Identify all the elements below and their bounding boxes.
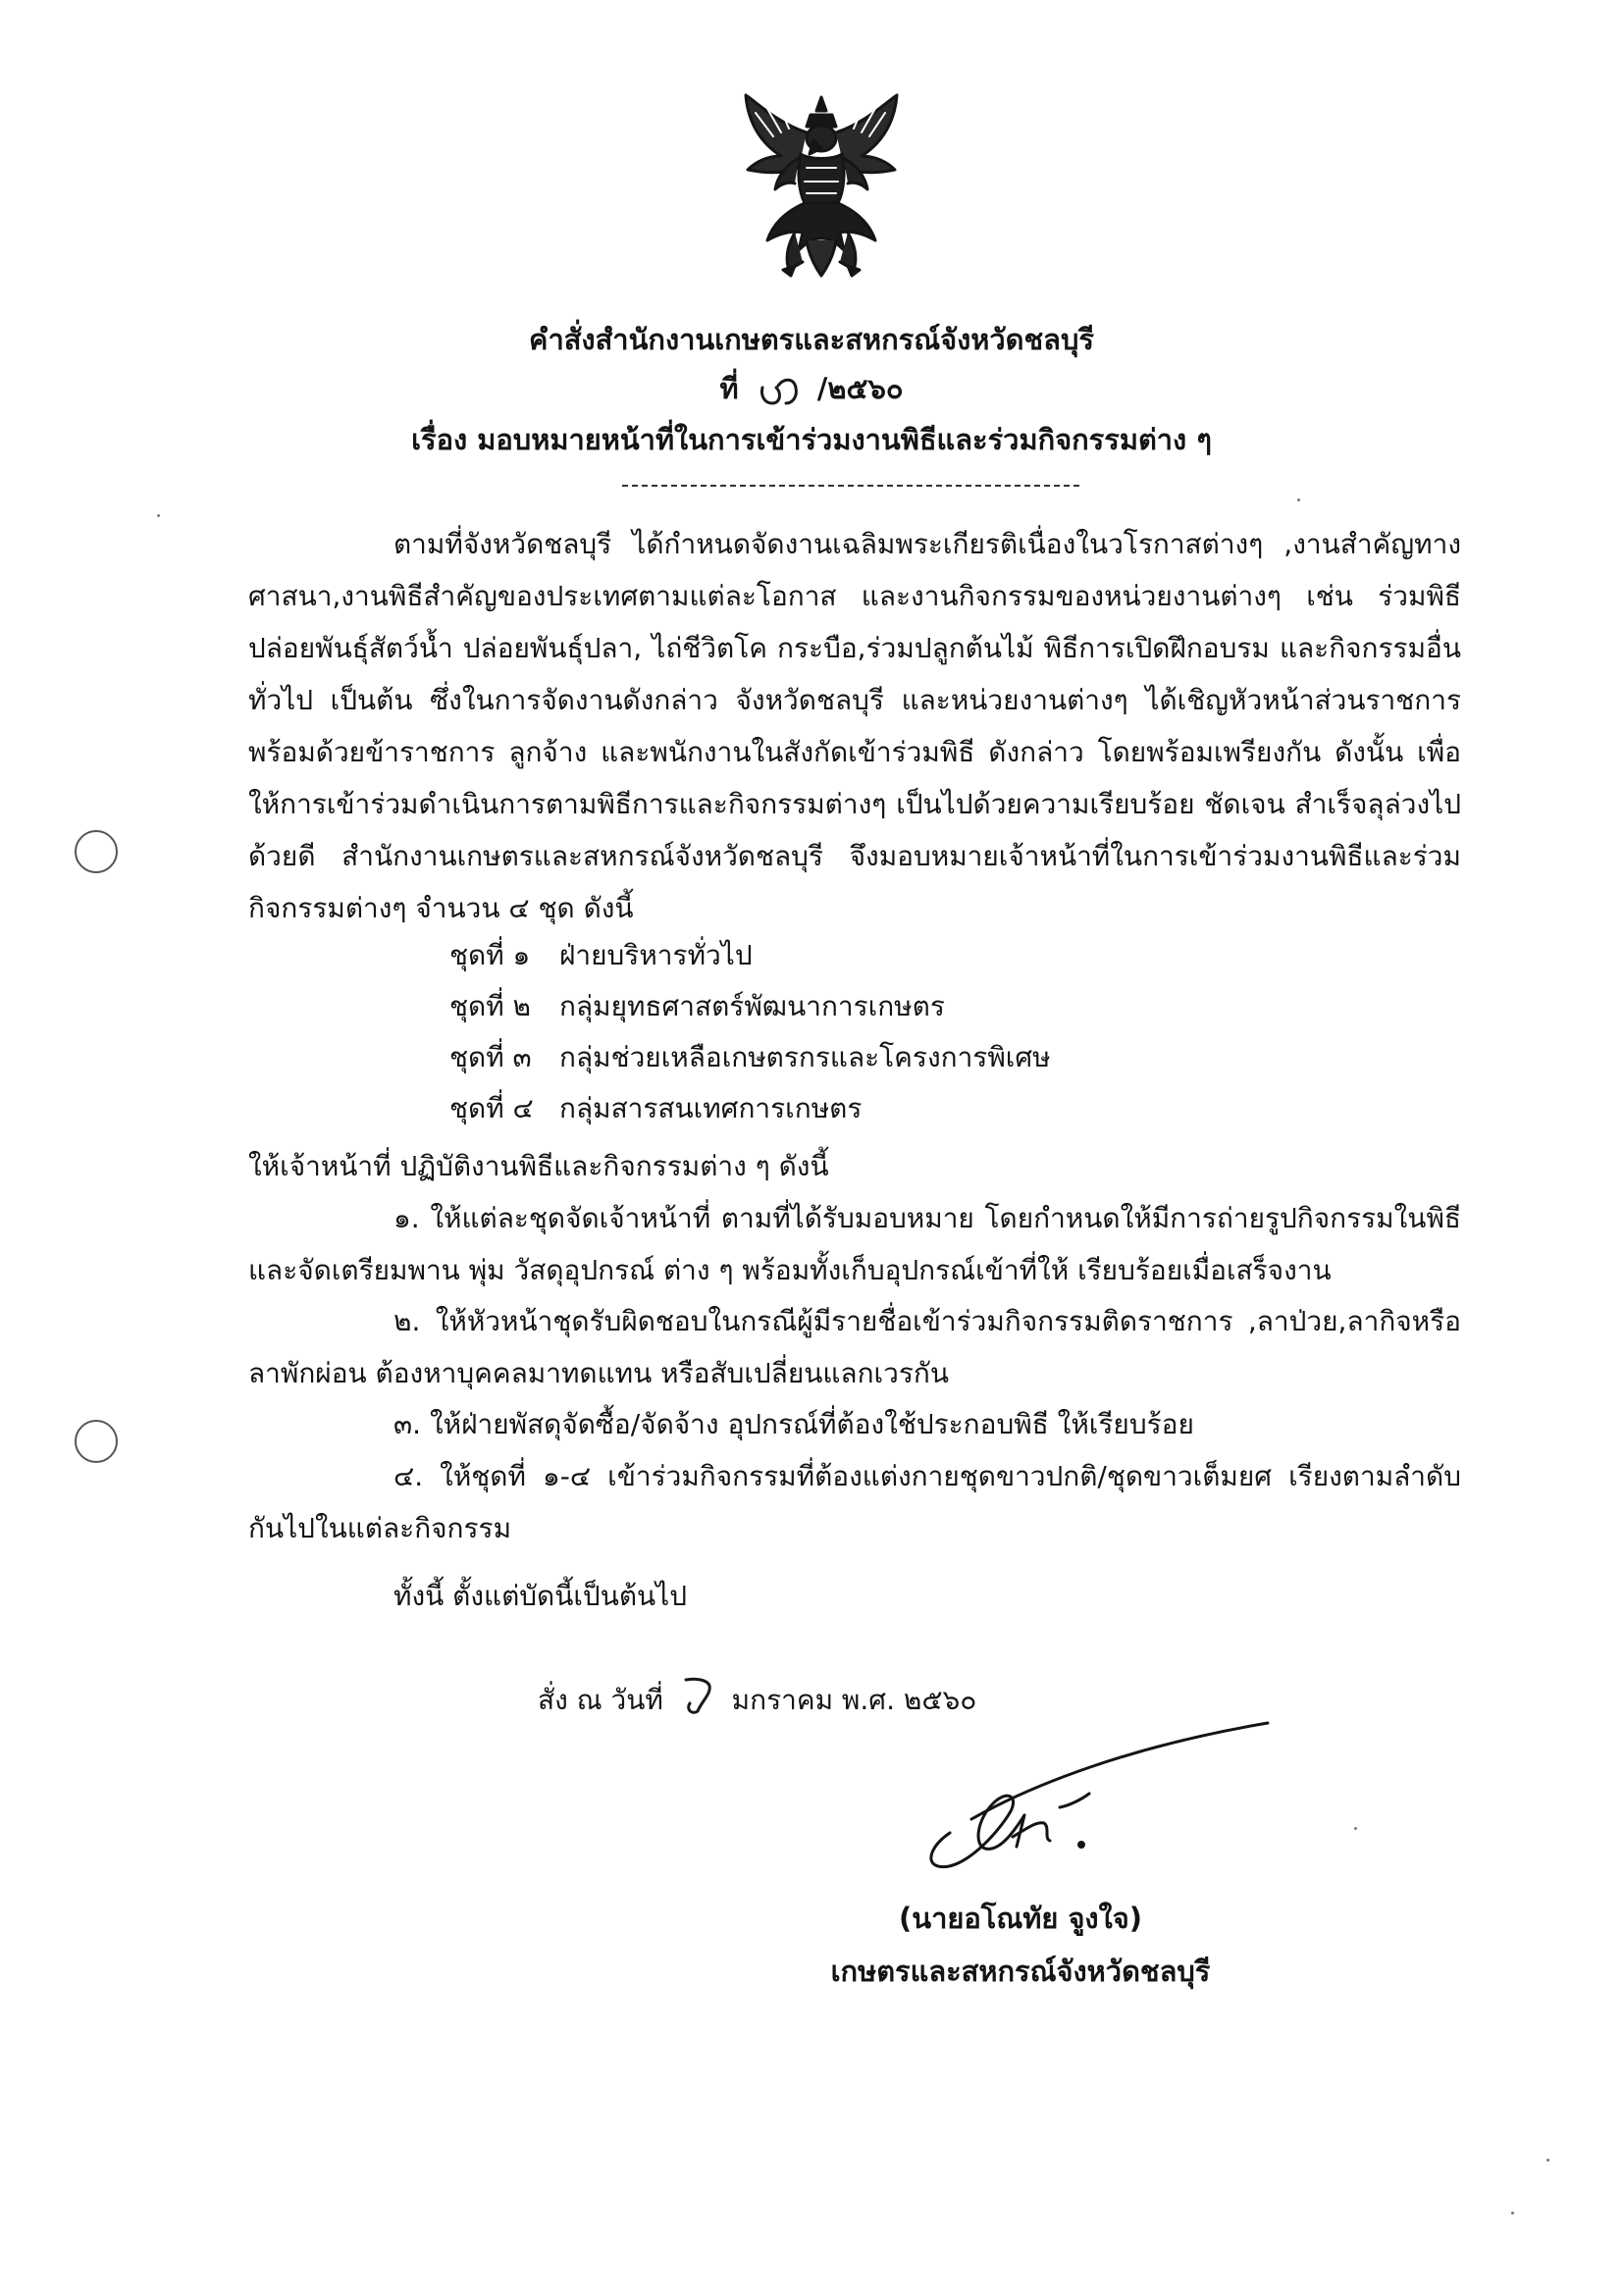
handwritten-date-day [680,1676,715,1715]
set-item [449,1032,1051,1083]
set-number: ชุดที่ ๑ [449,939,531,971]
scan-speck [1511,2212,1514,2215]
duty-item-1: ๑. ให้แต่ละชุดจัดเจ้าหน้าที่ ตามที่ได้รับมอบหมาย โดยกำหนดให้มีการถ่ายรูปกิจกรรมในพิธี และจัดเตรียมพาน พุ่ม วัสดุอุปกรณ์ ต่าง ๆ พร้อมทั้งเก็บอุปกรณ์เข้าที่ให้ เรียบร้อยเมื่อเสร็จงาน [248,1202,1461,1286]
signer-title: เกษตรและสหกรณ์จังหวัดชลบุรี [830,1955,1211,1988]
set-name: กลุ่มช่วยเหลือเกษตรกรและโครงการพิเศษ [559,1041,1051,1073]
order-date-prefix: สั่ง ณ วันที่ [538,1684,663,1716]
order-number [0,369,1623,408]
set-name: กลุ่มยุทธศาสตร์พัฒนาการเกษตร [559,990,945,1022]
signer-name: (นายอโณทัย จูงใจ) [898,1902,1142,1935]
set-number: ชุดที่ ๔ [449,1092,534,1124]
set-number: ชุดที่ ๓ [449,1041,532,1073]
handwritten-order-number [755,374,802,407]
order-subject: เรื่อง มอบหมายหน้าที่ในการเข้าร่วมงานพิธีและร่วมกิจกรรมต่าง ๆ [411,423,1212,456]
order-title: คำสั่งสำนักงานเกษตรและสหกรณ์จังหวัดชลบุรี [529,323,1094,356]
duty-item-3: ๓. ให้ฝ่ายพัสดุจัดซื้อ/จัดจ้าง อุปกรณ์ที่ต้องใช้ประกอบพิธี ให้เรียบร้อย [393,1408,1194,1440]
duty-item-4: ๔. ให้ชุดที่ ๑-๔ เข้าร่วมกิจกรรมที่ต้องแต่งกายชุดขาวปกติ/ชุดขาวเต็มยศ เรียงตามลำดับกันไปในแต่ละกิจกรรม [248,1460,1461,1544]
garuda-emblem-icon [738,93,905,280]
set-list [449,930,1051,1134]
order-number-suffix: /๒๕๖๐ [816,372,904,405]
scan-speck [157,514,160,517]
header-divider [622,485,1079,487]
scan-speck [1297,498,1300,501]
duty-item-2: ๒. ให้หัวหน้าชุดรับผิดชอบในกรณีผู้มีรายชื่อเข้าร่วมกิจกรรมติดราชการ ,ลาป่วย,ลากิจหรือลาพักผ่อน ต้องหาบุคคลมาทดแทน หรือสับเปลี่ยนแลกเวรกัน [248,1305,1461,1389]
duties-lead: ให้เจ้าหน้าที่ ปฏิบัติงานพิธีและกิจกรรมต่าง ๆ ดังนี้ [248,1150,829,1182]
set-item [449,1083,1051,1134]
scan-speck [1354,1827,1357,1830]
set-name: ฝ่ายบริหารทั่วไป [559,939,753,971]
set-item [449,981,1051,1032]
punch-hole [75,830,118,873]
intro-paragraph: ตามที่จังหวัดชลบุรี ได้กำหนดจัดงานเฉลิมพระเกียรติเนื่องในวโรกาสต่างๆ ,งานสำคัญทางศาสนา,งานพิธีสำคัญของประเทศตามแต่ละโอกาส และงานกิจกรรมของหน่วยงานต่างๆ เช่น ร่วมพิธีปล่อยพันธุ์สัตว์น้ำ ปล่อยพันธุ์ปลา, ไถ่ชีวิตโค กระบือ,ร่วมปลูกต้นไม้ พิธีการเปิดฝึกอบรม และกิจกรรมอื่นทั่วไป เป็นต้น ซึ่งในการจัดงานดังกล่าว จังหวัดชลบุรี และหน่วยงานต่างๆ ได้เชิญหัวหน้าส่วนราชการพร้อมด้วยข้าราชการ ลูกจ้าง และพนักงานในสังกัดเข้าร่วมพิธี ดังกล่าว โดยพร้อมเพรียงกัน ดังนั้น เพื่อให้การเข้าร่วมดำเนินการตามพิธีการและกิจกรรมต่างๆ เป็นไปด้วยความเรียบร้อย ชัดเจน สำเร็จลุล่วงไปด้วยดี สำนักงานเกษตรและสหกรณ์จังหวัดชลบุรี จึงมอบหมายเจ้าหน้าที่ในการเข้าร่วมงานพิธีและร่วมกิจกรรมต่างๆ จำนวน ๔ ชุด ดังนี้ [248,528,1461,924]
order-number-prefix: ที่ [719,372,739,405]
signature-icon [903,1717,1276,1884]
effective-clause: ทั้งนี้ ตั้งแต่บัดนี้เป็นต้นไป [393,1580,688,1612]
order-date-rest: มกราคม พ.ศ. ๒๕๖๐ [731,1684,977,1716]
punch-hole [75,1420,118,1463]
set-name: กลุ่มสารสนเทศการเกษตร [559,1092,863,1124]
set-number: ชุดที่ ๒ [449,990,532,1022]
scan-speck [1546,2159,1549,2162]
set-item [449,930,1051,981]
